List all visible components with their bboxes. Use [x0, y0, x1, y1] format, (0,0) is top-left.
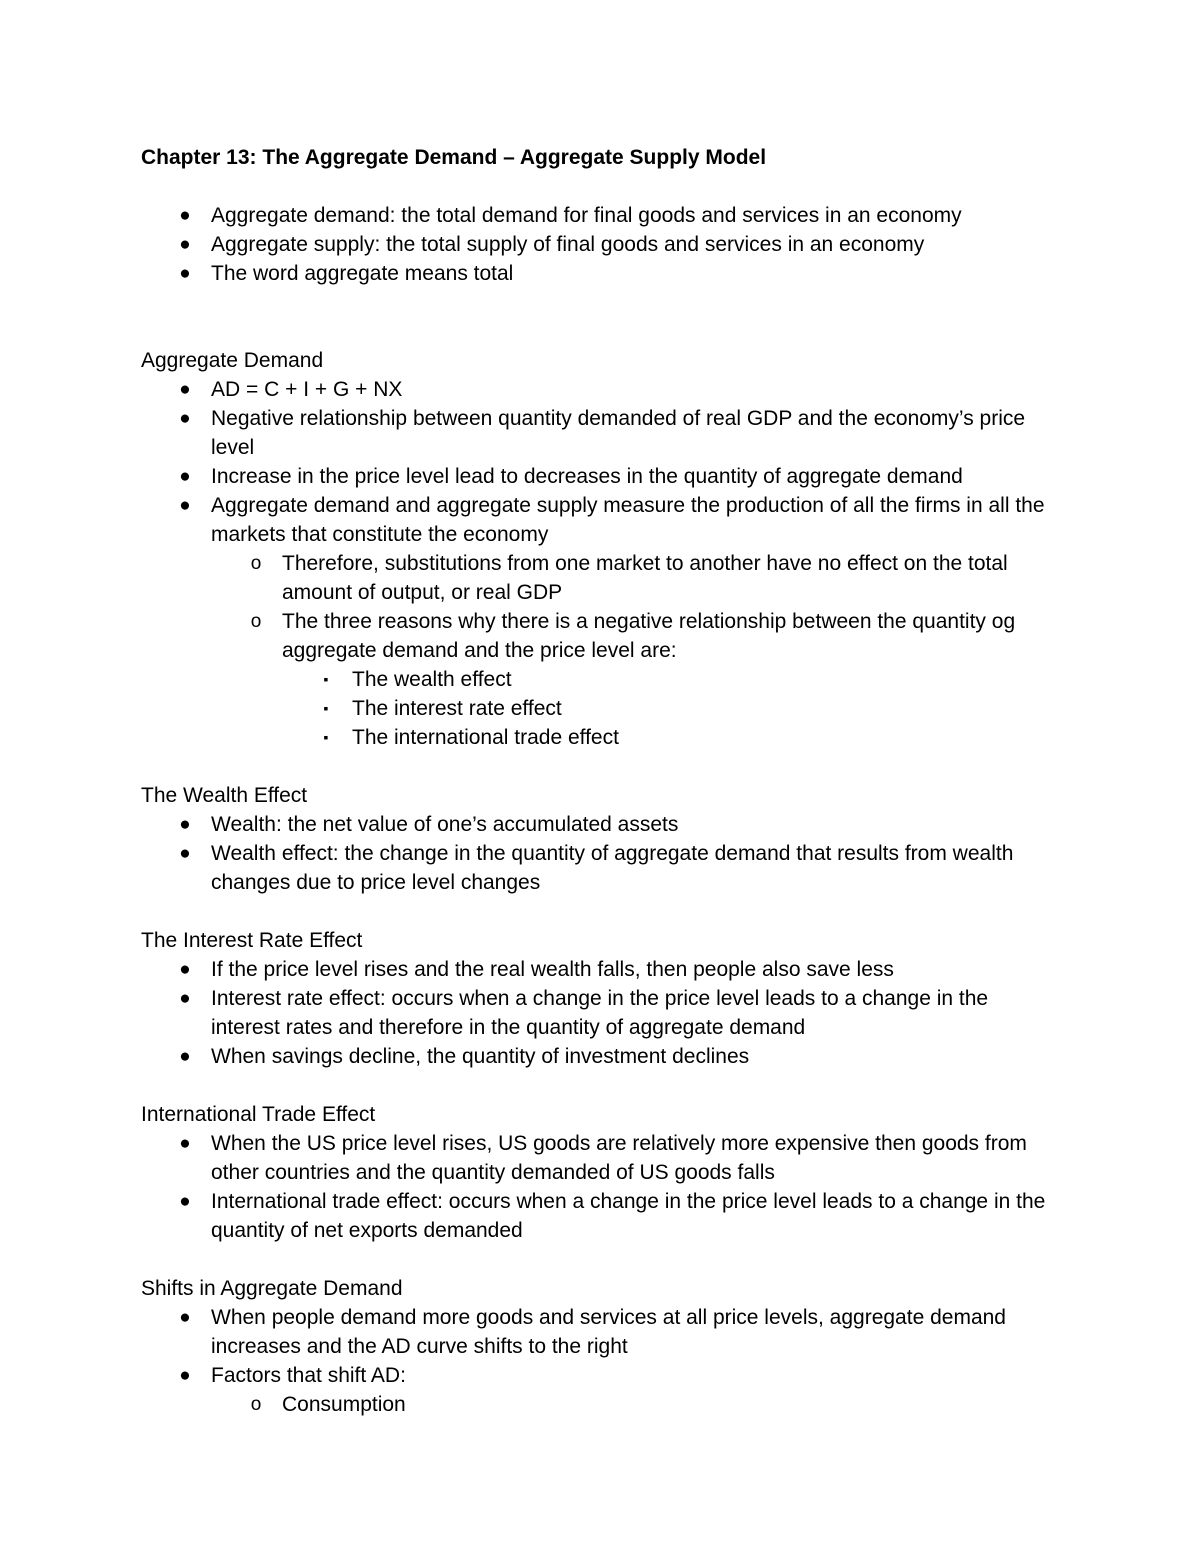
bullet-icon: ● — [179, 1307, 191, 1328]
spacer — [141, 1245, 1061, 1274]
section-heading: Aggregate Demand — [141, 349, 324, 372]
reasons-list — [282, 665, 1061, 752]
list-item: ● Aggregate supply: the total supply of final goods and services in an economy — [211, 230, 1061, 259]
list-item: ● AD = C + I + G + NX — [211, 375, 1061, 404]
section-heading: Shifts in Aggregate Demand — [141, 1277, 403, 1300]
document-content — [141, 143, 1061, 1419]
bullet-icon: ● — [179, 205, 191, 226]
bullet-icon: ● — [179, 379, 191, 400]
section-international-trade-effect — [141, 1100, 1061, 1245]
circle-bullet-icon: o — [250, 553, 262, 574]
sub-list — [211, 1390, 1061, 1419]
spacer — [141, 1071, 1061, 1100]
bullet-icon: ● — [179, 263, 191, 284]
square-bullet-icon: ▪ — [323, 729, 329, 745]
international-trade-effect-list — [141, 1129, 1061, 1245]
list-item: ● Interest rate effect: occurs when a change in the price level leads to a change in the interest rates and therefore in the quantity of aggregate demand — [211, 984, 1061, 1042]
bullet-icon: ● — [179, 495, 191, 516]
spacer — [141, 288, 1061, 346]
intro-list — [141, 201, 1061, 288]
spacer — [141, 752, 1061, 781]
bullet-icon: ● — [179, 959, 191, 980]
list-item: ● When the US price level rises, US goods are relatively more expensive then goods from other countries and the quantity demanded of US goods falls — [211, 1129, 1061, 1187]
list-item: ● Factors that shift AD: o Consumption — [211, 1361, 1061, 1419]
section-heading: The Interest Rate Effect — [141, 929, 363, 952]
reason-item: ▪ The international trade effect — [352, 723, 1061, 752]
list-item: ● When savings decline, the quantity of investment declines — [211, 1042, 1061, 1071]
list-item: ● Increase in the price level lead to decreases in the quantity of aggregate demand — [211, 462, 1061, 491]
list-item: ● The word aggregate means total — [211, 259, 1061, 288]
square-bullet-icon: ▪ — [323, 700, 329, 716]
section-wealth-effect — [141, 781, 1061, 897]
sub-list-item: o The three reasons why there is a negative relationship between the quantity og aggregate demand and the price level are: ▪ The wealth effect ▪ The interest rate effect ▪ The international trade effect — [282, 607, 1061, 752]
bullet-icon: ● — [179, 1191, 191, 1212]
interest-rate-effect-list — [141, 955, 1061, 1071]
bullet-icon: ● — [179, 988, 191, 1009]
list-item: ● Aggregate demand and aggregate supply measure the production of all the firms in all the markets that constitute the economy o Therefore, substitutions from one market to another have no effect on the total amount of output, or real GDP o The three reasons why there is a negative relationship between the quantity og aggregate demand and the price level are: ▪ The wealth effect ▪ The interest rate effect ▪ The international trade effect — [211, 491, 1061, 752]
spacer — [141, 897, 1061, 926]
bullet-icon: ● — [179, 234, 191, 255]
circle-bullet-icon: o — [250, 1394, 262, 1415]
shifts-in-ad-list — [141, 1303, 1061, 1419]
bullet-icon: ● — [179, 843, 191, 864]
bullet-icon: ● — [179, 1365, 191, 1386]
list-item: ● Wealth effect: the change in the quantity of aggregate demand that results from wealth changes due to price level changes — [211, 839, 1061, 897]
sub-list — [211, 549, 1061, 752]
list-item: ● Negative relationship between quantity demanded of real GDP and the economy’s price level — [211, 404, 1061, 462]
list-item: ● If the price level rises and the real wealth falls, then people also save less — [211, 955, 1061, 984]
list-item: ● Aggregate demand: the total demand for final goods and services in an economy — [211, 201, 1061, 230]
section-interest-rate-effect — [141, 926, 1061, 1071]
bullet-icon: ● — [179, 1133, 191, 1154]
section-shifts-in-ad — [141, 1274, 1061, 1419]
list-item: ● International trade effect: occurs when a change in the price level leads to a change in the quantity of net exports demanded — [211, 1187, 1061, 1245]
section-aggregate-demand — [141, 346, 1061, 752]
sub-list-item: o Therefore, substitutions from one market to another have no effect on the total amount of output, or real GDP — [282, 549, 1061, 607]
sub-list-item: o Consumption — [282, 1390, 1061, 1419]
list-item: ● Wealth: the net value of one’s accumulated assets — [211, 810, 1061, 839]
aggregate-demand-list — [141, 375, 1061, 752]
reason-item: ▪ The wealth effect — [352, 665, 1061, 694]
section-heading: International Trade Effect — [141, 1103, 376, 1126]
list-item: ● When people demand more goods and services at all price levels, aggregate demand increases and the AD curve shifts to the right — [211, 1303, 1061, 1361]
bullet-icon: ● — [179, 1046, 191, 1067]
bullet-icon: ● — [179, 466, 191, 487]
bullet-icon: ● — [179, 814, 191, 835]
reason-item: ▪ The interest rate effect — [352, 694, 1061, 723]
chapter-title: Chapter 13: The Aggregate Demand – Aggregate Supply Model — [141, 146, 767, 169]
wealth-effect-list — [141, 810, 1061, 897]
circle-bullet-icon: o — [250, 611, 262, 632]
square-bullet-icon: ▪ — [323, 671, 329, 687]
bullet-icon: ● — [179, 408, 191, 429]
section-heading: The Wealth Effect — [141, 784, 308, 807]
